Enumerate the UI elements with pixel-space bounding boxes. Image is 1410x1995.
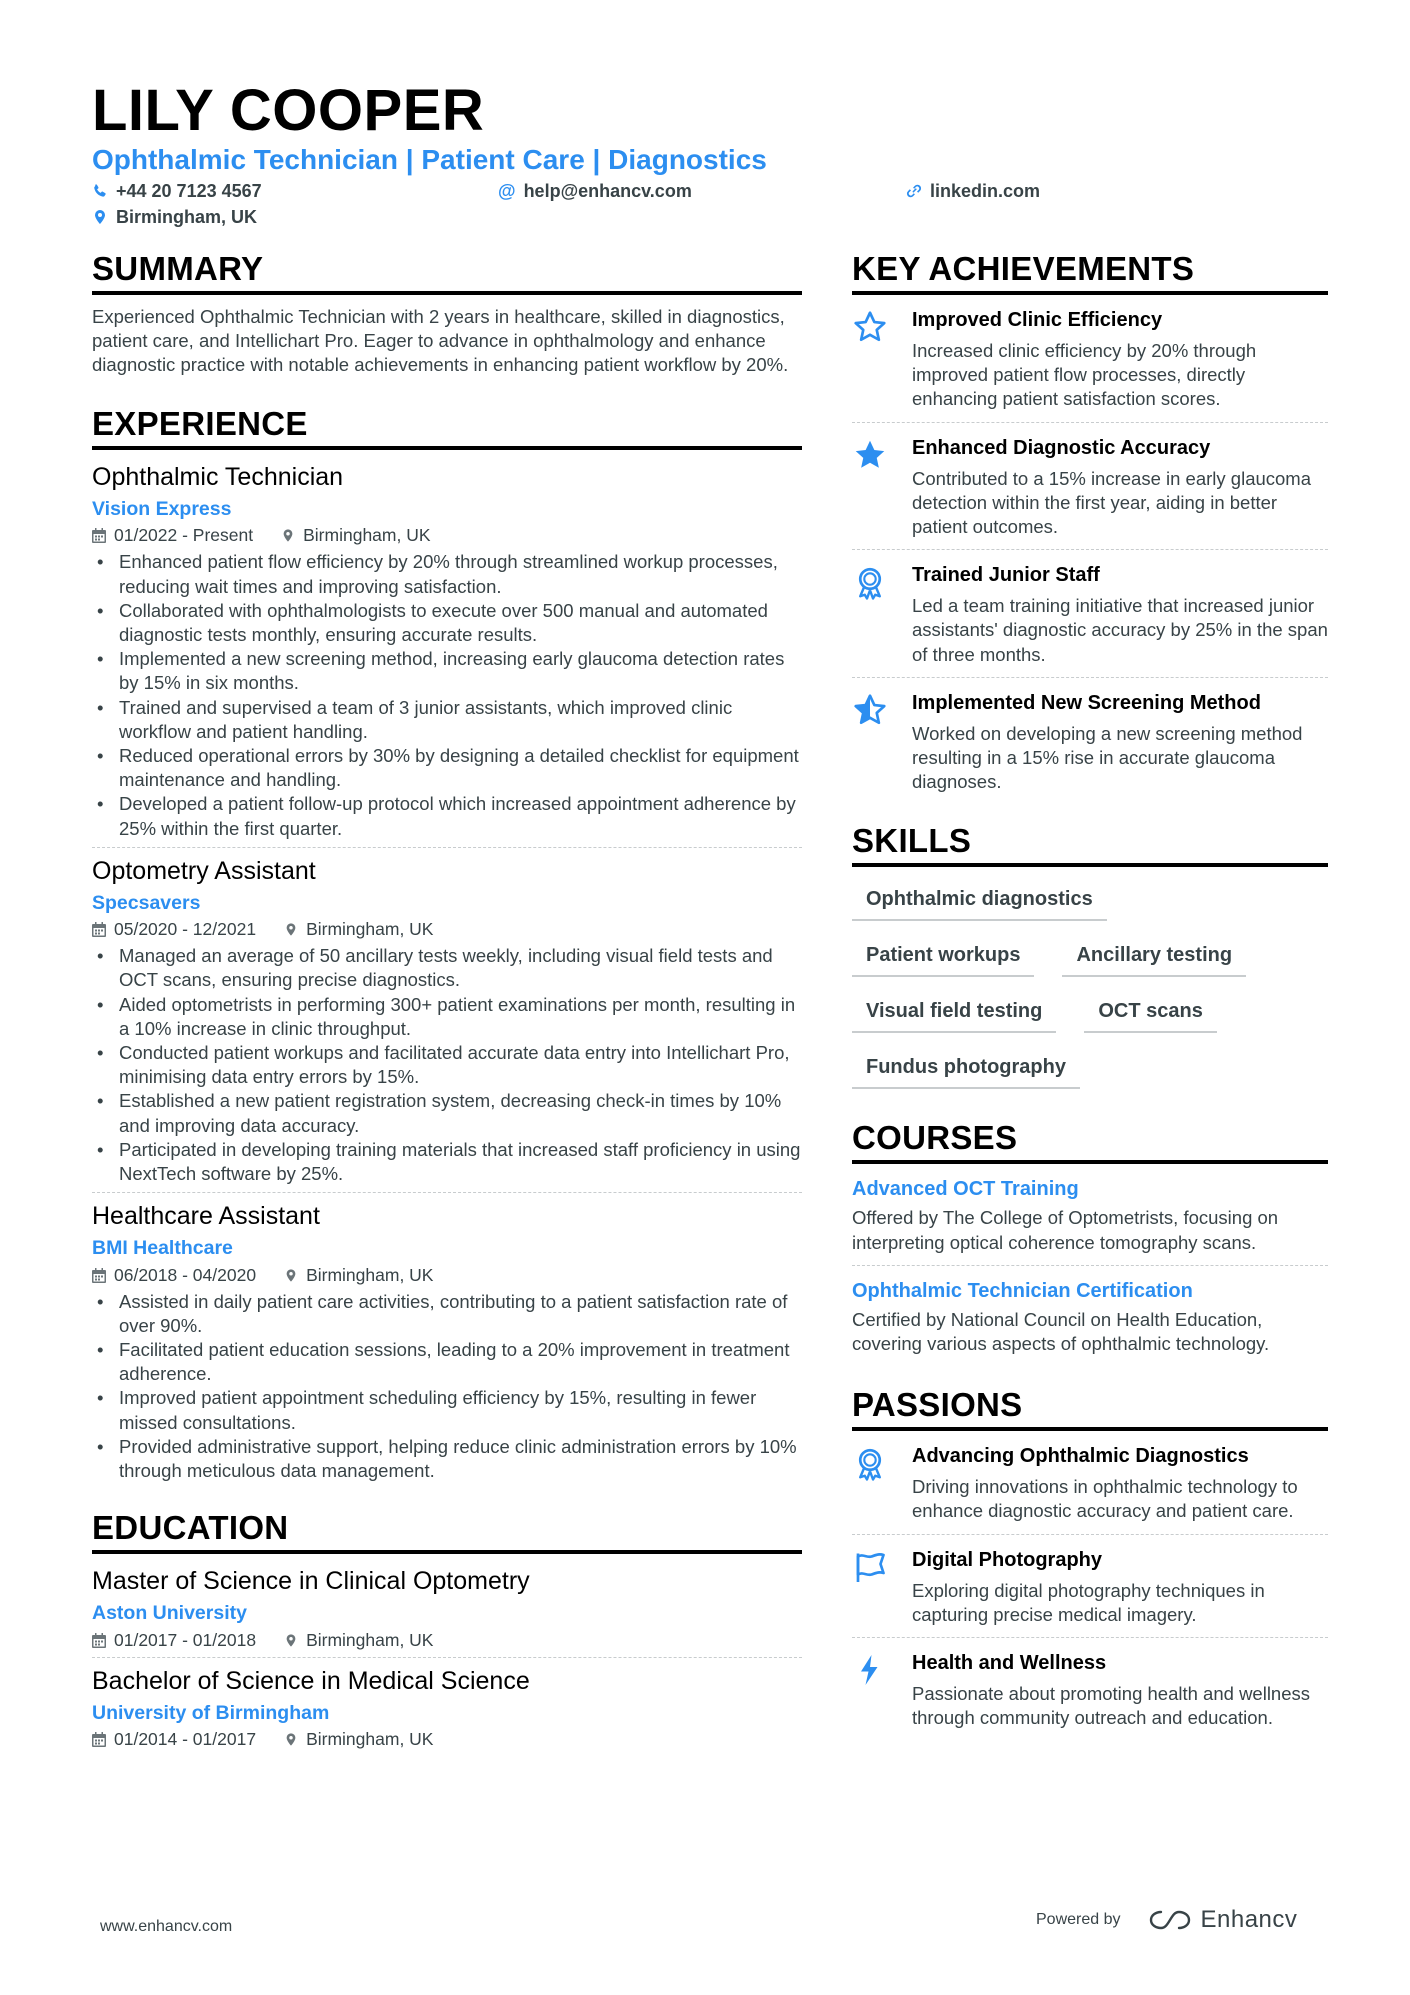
job-title: Optometry Assistant	[92, 856, 316, 885]
skill-tag: Patient workups	[852, 937, 1034, 977]
divider	[852, 1265, 1328, 1266]
bullet-item: • Conducted patient workups and facilitated accurate data entry into Intellichart Pro, minimising data entry errors by 15%.	[119, 1041, 802, 1089]
experience-heading: EXPERIENCE	[92, 407, 802, 450]
education-location: Birmingham, UK	[306, 1729, 434, 1750]
divider	[92, 1657, 802, 1658]
skills-heading: SKILLS	[852, 824, 1328, 867]
linkedin-text[interactable]: linkedin.com	[930, 181, 1041, 201]
contact-location	[92, 208, 257, 226]
divider	[852, 422, 1328, 423]
divider	[852, 1534, 1328, 1535]
star-outline-icon	[852, 309, 888, 345]
course-item	[852, 1176, 1328, 1254]
job-dates: 01/2022 - Present	[114, 525, 254, 546]
achievement-text: Contributed to a 15% increase in early glaucoma detection within the first year, aiding in better patient outcomes.	[912, 467, 1312, 538]
bullet-item: • Improved patient appointment scheduling efficiency by 15%, resulting in fewer missed consultations.	[119, 1386, 802, 1434]
powered-by-label: Powered by	[1036, 1911, 1121, 1928]
passion-title: Advancing Ophthalmic Diagnostics	[912, 1445, 1249, 1468]
education-location: Birmingham, UK	[306, 1629, 434, 1650]
divider	[852, 1637, 1328, 1638]
calendar-icon	[92, 528, 106, 543]
summary-section	[92, 252, 802, 377]
left-column	[92, 252, 802, 1754]
location-text: Birmingham, UK	[116, 207, 258, 227]
achievement-item	[852, 562, 1328, 667]
bullet-item: • Participated in developing training materials that increased staff proficiency in using NextTech software by 25%.	[119, 1138, 802, 1186]
skills-list	[852, 879, 1328, 1089]
experience-section	[92, 407, 802, 1483]
job-meta	[92, 1265, 802, 1286]
location-pin-icon	[284, 1732, 298, 1747]
course-item	[852, 1278, 1328, 1356]
calendar-icon	[92, 922, 106, 937]
passion-item	[852, 1547, 1328, 1627]
calendar-icon	[92, 1732, 106, 1747]
bullet-item: • Enhanced patient flow efficiency by 20% through streamlined workup processes, reducing wait times and improving satisfaction.	[119, 550, 802, 598]
company-name: BMI Healthcare	[92, 1237, 233, 1260]
contact-phone	[92, 182, 262, 200]
skill-tag: Ancillary testing	[1062, 937, 1246, 977]
course-text: Offered by The College of Optometrists, focusing on interpreting optical coherence tomography scans.	[852, 1207, 1279, 1253]
achievement-item	[852, 307, 1328, 412]
bullet-item: • Implemented a new screening method, increasing early glaucoma detection rates by 15% in six months.	[119, 647, 802, 695]
degree-title: Master of Science in Clinical Optometry	[92, 1567, 530, 1596]
degree-title: Bachelor of Science in Medical Science	[92, 1666, 530, 1695]
footer-powered	[1036, 1906, 1297, 1934]
bullet-item: • Developed a patient follow-up protocol which increased appointment adherence by 25% within the first quarter.	[119, 792, 802, 840]
job-bullets	[92, 1290, 802, 1484]
job-entry	[92, 1201, 802, 1483]
passions-section	[852, 1388, 1328, 1730]
skills-section	[852, 824, 1328, 1089]
bullet-item: • Managed an average of 50 ancillary tests weekly, including visual field tests and OCT scans, ensuring precise diagnostics.	[119, 944, 802, 992]
email-text[interactable]: help@enhancv.com	[523, 181, 692, 201]
passion-text: Exploring digital photography techniques in capturing precise medical imagery.	[912, 1579, 1265, 1625]
achievement-text: Led a team training initiative that increased junior assistants' diagnostic accuracy by 25% in the span of three months.	[912, 595, 1328, 665]
skill-tag: Fundus photography	[852, 1049, 1080, 1089]
education-dates: 01/2014 - 01/2017	[114, 1729, 257, 1750]
award-medal-icon	[852, 564, 888, 600]
star-filled-icon	[852, 437, 888, 473]
location-pin-icon	[284, 922, 298, 937]
footer-website[interactable]: www.enhancv.com	[100, 1918, 233, 1935]
bullet-item: • Reduced operational errors by 30% by designing a detailed checklist for equipment maintenance and handling.	[119, 744, 802, 792]
phone-text: +44 20 7123 4567	[116, 181, 262, 201]
bullet-item: • Collaborated with ophthalmologists to execute over 500 manual and automated diagnostic tests monthly, ensuring accurate results.	[119, 599, 802, 647]
passion-item	[852, 1443, 1328, 1523]
link-icon	[906, 183, 922, 199]
passion-text: Driving innovations in ophthalmic technology to enhance diagnostic accuracy and patient care.	[912, 1476, 1298, 1522]
job-bullets	[92, 944, 802, 1186]
job-location: Birmingham, UK	[303, 525, 431, 546]
award-medal-icon	[852, 1445, 888, 1481]
right-column	[852, 252, 1328, 1730]
education-dates: 01/2017 - 01/2018	[114, 1629, 257, 1650]
achievement-item	[852, 435, 1328, 540]
bullet-item: • Provided administrative support, helping reduce clinic administration errors by 10% through meticulous data management.	[119, 1435, 802, 1483]
contact-linkedin[interactable]	[906, 182, 1040, 200]
education-section	[92, 1511, 802, 1750]
job-bullets	[92, 550, 802, 840]
calendar-icon	[92, 1268, 106, 1283]
brand-logo[interactable]	[1147, 1906, 1298, 1934]
job-dates: 05/2020 - 12/2021	[114, 919, 257, 940]
calendar-icon	[92, 1633, 106, 1648]
job-entry	[92, 856, 802, 1186]
achievement-title: Trained Junior Staff	[912, 564, 1100, 587]
education-meta	[92, 1630, 802, 1651]
job-title: Ophthalmic Technician	[92, 463, 344, 491]
achievement-title: Improved Clinic Efficiency	[912, 309, 1163, 331]
flag-icon	[852, 1549, 888, 1585]
achievement-item	[852, 690, 1328, 795]
bullet-item: • Established a new patient registration system, decreasing check-in times by 10% and improving data accuracy.	[119, 1089, 802, 1137]
location-pin-icon	[92, 209, 108, 225]
skill-tag: OCT scans	[1084, 993, 1216, 1033]
job-location: Birmingham, UK	[306, 1264, 434, 1285]
candidate-title: Ophthalmic Technician | Patient Care | Diagnostics	[92, 144, 767, 175]
at-icon: @	[498, 181, 516, 201]
education-entry	[92, 1566, 802, 1650]
bullet-item: • Aided optometrists in performing 300+ patient examinations per month, resulting in a 10% increase in clinic throughput.	[119, 993, 802, 1041]
company-name: Vision Express	[92, 498, 232, 520]
divider	[852, 549, 1328, 550]
passion-item	[852, 1650, 1328, 1730]
bullet-item: • Trained and supervised a team of 3 junior assistants, which improved clinic workflow and patient handling.	[119, 696, 802, 744]
divider	[92, 1192, 802, 1193]
courses-section	[852, 1121, 1328, 1356]
passion-title: Digital Photography	[912, 1548, 1102, 1571]
education-meta	[92, 1729, 802, 1750]
job-title: Healthcare Assistant	[92, 1202, 320, 1231]
achievement-text: Increased clinic efficiency by 20% through improved patient flow processes, directly enhancing patient satisfaction scores.	[912, 340, 1257, 410]
job-meta	[92, 919, 802, 940]
job-meta	[92, 525, 802, 546]
course-title: Advanced OCT Training	[852, 1178, 1079, 1201]
bullet-item: • Assisted in daily patient care activities, contributing to a patient satisfaction rate of over 90%.	[119, 1290, 802, 1338]
passion-title: Health and Wellness	[912, 1652, 1107, 1675]
phone-icon	[92, 183, 108, 199]
course-text: Certified by National Council on Health Education, covering various aspects of ophthalmic technology.	[852, 1308, 1270, 1355]
divider	[852, 677, 1328, 678]
passion-text: Passionate about promoting health and wellness through community outreach and education.	[912, 1683, 1311, 1729]
location-pin-icon	[281, 528, 295, 543]
achievements-section	[852, 252, 1328, 794]
courses-heading: COURSES	[852, 1121, 1328, 1164]
brand-name: Enhancv	[1200, 1906, 1298, 1933]
location-pin-icon	[284, 1633, 298, 1648]
company-name: Specsavers	[92, 891, 201, 914]
job-dates: 06/2018 - 04/2020	[114, 1264, 257, 1285]
lightning-icon	[852, 1652, 888, 1688]
star-half-icon	[852, 692, 888, 728]
achievement-text: Worked on developing a new screening method resulting in a 15% rise in accurate glaucoma diagnoses.	[912, 722, 1303, 793]
course-title: Ophthalmic Technician Certification	[852, 1279, 1193, 1302]
education-entry	[92, 1666, 802, 1750]
school-name: Aston University	[92, 1602, 247, 1625]
skill-tag: Visual field testing	[852, 993, 1056, 1033]
summary-text: Experienced Ophthalmic Technician with 2 years in healthcare, skilled in diagnostics, patient care, and Intellichart Pro. Eager to advance in ophthalmology and enhance diagnostic practice with notable achievements in enhancing patient workflow by 20%.	[92, 306, 789, 375]
education-heading: EDUCATION	[92, 1511, 802, 1554]
skill-tag: Ophthalmic diagnostics	[852, 881, 1107, 921]
bullet-item: • Facilitated patient education sessions, leading to a 20% improvement in treatment adherence.	[119, 1338, 802, 1386]
candidate-name: LILY COOPER	[92, 78, 485, 143]
achievement-title: Implemented New Screening Method	[912, 691, 1261, 714]
achievement-title: Enhanced Diagnostic Accuracy	[912, 436, 1211, 459]
achievements-heading: KEY ACHIEVEMENTS	[852, 252, 1328, 295]
job-location: Birmingham, UK	[306, 919, 434, 940]
job-entry	[92, 462, 802, 841]
divider	[92, 847, 802, 848]
location-pin-icon	[284, 1268, 298, 1283]
contact-email[interactable]	[498, 182, 692, 200]
enhancv-logo-icon	[1147, 1908, 1193, 1932]
school-name: University of Birmingham	[92, 1701, 330, 1724]
summary-heading: SUMMARY	[92, 252, 802, 295]
passions-heading: PASSIONS	[852, 1388, 1328, 1431]
